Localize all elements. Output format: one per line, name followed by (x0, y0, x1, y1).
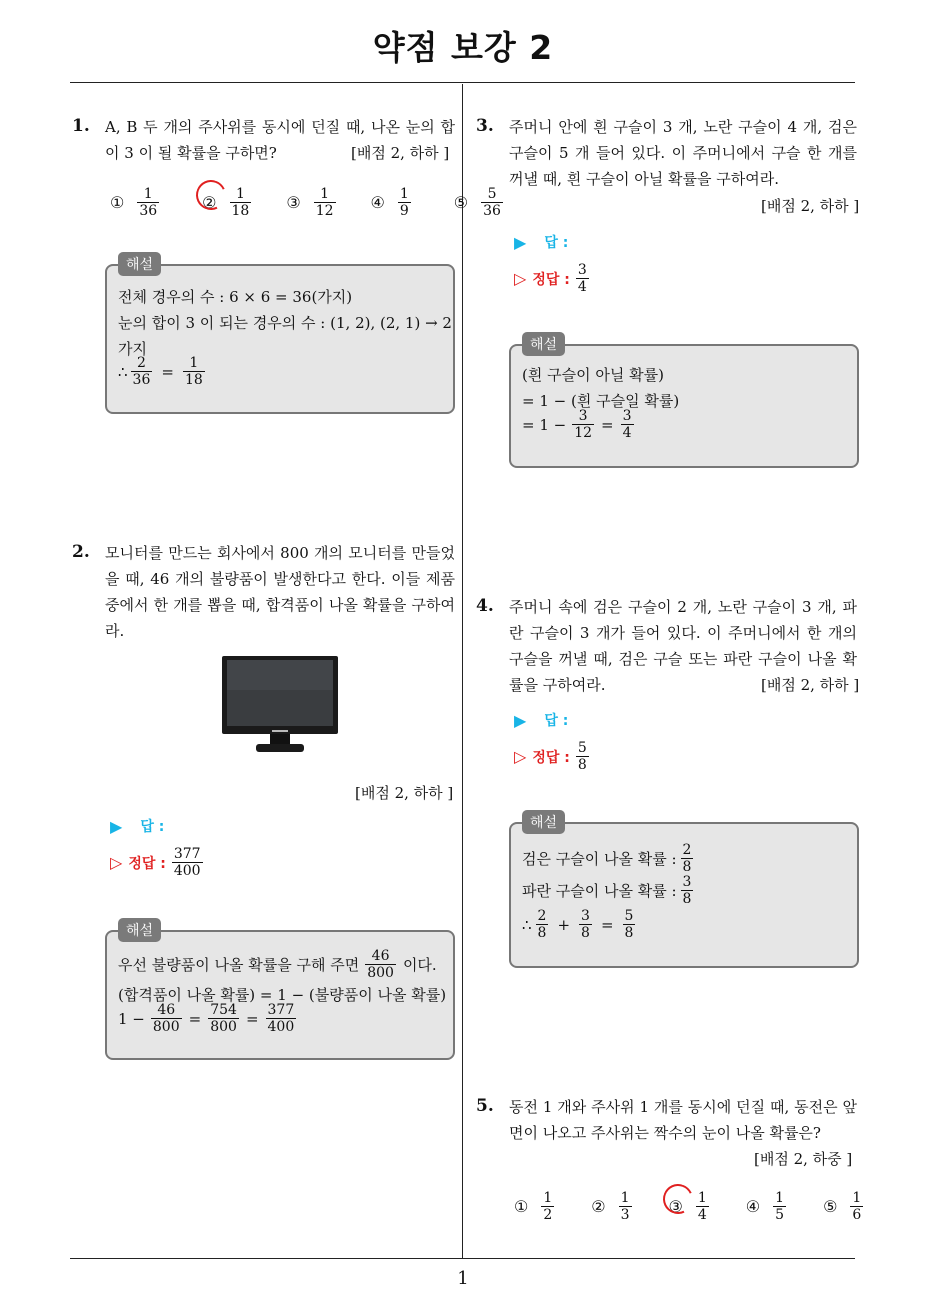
choice-1[interactable] (110, 186, 162, 219)
score-meta: [배점 2, 하하 ] (355, 784, 454, 802)
choice-list (514, 1190, 894, 1223)
answer-field[interactable] (514, 710, 568, 730)
choice-number: ⑤ (823, 1197, 838, 1216)
choice-number: ① (514, 1197, 529, 1216)
choice-5[interactable] (454, 186, 506, 219)
explanation-tag: 해설 (118, 918, 161, 942)
explanation-line: 1 − $\frac{46}{800}$ = $\frac{754}{800}$ = $\frac{377}{400}$ (118, 1002, 295, 1035)
outline-triangle-icon: ▷ (514, 747, 527, 766)
choice-3[interactable] (286, 186, 338, 219)
choice-number: ④ (370, 193, 385, 212)
score-meta: [배점 2, 하하 ] (351, 144, 450, 162)
choice-fraction: $\frac{1}{12}$ (315, 186, 334, 219)
explanation-line: 검은 구슬이 나올 확률 : $\frac{2}{8}$ (522, 842, 692, 875)
explanation-line: (합격품이 나올 확률) = 1 − (불량품이 나올 확률) (118, 986, 447, 1004)
explanation-line: ∴ $\frac{2}{8}$ + $\frac{3}{8}$ = $\frac{5}{8}$ (522, 908, 634, 941)
correct-answer (514, 740, 592, 773)
answer-label: 답 : (544, 713, 569, 729)
monitor-image (220, 654, 340, 758)
explanation-tag: 해설 (522, 332, 565, 356)
bottom-divider (70, 1258, 855, 1259)
question-number: 3. (476, 116, 494, 136)
correct-fraction: $\frac{5}{8}$ (577, 740, 587, 773)
explanation-line: 가지 (118, 340, 147, 358)
explanation-line: 우선 불량품이 나올 확률을 구해 주면 $\frac{46}{800}$ 이다. (118, 948, 437, 981)
question-number: 4. (476, 596, 494, 616)
play-icon: ▶ (110, 816, 123, 836)
page-number: 1 (457, 1268, 469, 1289)
play-icon: ▶ (514, 710, 527, 730)
correct-label: 정답 : (532, 749, 570, 766)
choice-fraction: $\frac{1}{4}$ (697, 1190, 707, 1223)
choice-number: ② (591, 1197, 606, 1216)
correct-fraction: $\frac{3}{4}$ (577, 262, 587, 295)
choice-fraction: $\frac{1}{5}$ (775, 1190, 785, 1223)
explanation-line: 전체 경우의 수 : 6 × 6 = 36(가지) (118, 288, 353, 306)
choice-fraction: $\frac{1}{36}$ (139, 186, 158, 219)
explanation-line: 눈의 합이 3 이 되는 경우의 수 : (1, 2), (2, 1) → 2 (118, 314, 452, 332)
column-divider (462, 84, 463, 1259)
question-text: 동전 1 개와 주사위 1 개를 동시에 던질 때, 동전은 앞면이 나오고 주사위는 짝수의 눈이 나올 확률은? (509, 1098, 857, 1142)
explanation-tag: 해설 (118, 252, 161, 276)
choice-4[interactable] (371, 186, 414, 219)
page-title: 약점 보강 2 (372, 28, 554, 67)
correct-fraction: $\frac{377}{400}$ (173, 846, 201, 879)
explanation-line: = 1 − (흰 구슬일 확률) (522, 392, 680, 410)
question-text: A, B 두 개의 주사위를 동시에 던질 때, 나온 눈의 합이 3 이 될 확률을 구하면? (105, 118, 455, 162)
choice-list (110, 186, 534, 219)
choice-fraction: $\frac{1}{6}$ (852, 1190, 862, 1223)
top-divider (70, 82, 855, 83)
choice-number: ② (202, 193, 217, 212)
choice-fraction: $\frac{1}{3}$ (620, 1190, 630, 1223)
choice-fraction: $\frac{1}{2}$ (543, 1190, 553, 1223)
explanation-tag: 해설 (522, 810, 565, 834)
choice-number: ③ (668, 1197, 683, 1216)
choice-number: ⑤ (453, 193, 469, 212)
question-number: 5. (476, 1096, 494, 1116)
choice-number: ① (110, 193, 125, 212)
play-icon: ▶ (514, 232, 527, 252)
selected-circle-mark (192, 176, 230, 214)
explanation-line: = 1 − $\frac{3}{12}$ = $\frac{3}{4}$ (522, 408, 632, 441)
answer-label: 답 : (544, 235, 569, 251)
score-meta: [배점 2, 하하 ] (761, 197, 860, 215)
answer-label: 답 : (140, 819, 165, 835)
choice-fraction: $\frac{5}{36}$ (483, 186, 501, 219)
explanation-line: ∴ $\frac{2}{36}$ = $\frac{1}{18}$ (118, 355, 203, 388)
correct-answer (110, 846, 206, 879)
question-number: 1. (72, 116, 90, 136)
choice-2[interactable] (591, 1190, 634, 1223)
choice-3[interactable] (669, 1190, 712, 1223)
question-number: 2. (72, 542, 90, 562)
outline-triangle-icon: ▷ (514, 269, 527, 288)
correct-label: 정답 : (128, 855, 166, 872)
answer-field[interactable] (514, 232, 568, 252)
question-text: 모니터를 만드는 회사에서 800 개의 모니터를 만들었을 때, 46 개의 불량품이 발생한다고 한다. 이들 제품 중에서 한 개를 뽑을 때, 합격품이 나올 확률을 구하여라. (105, 544, 455, 640)
selected-circle-mark (658, 1180, 696, 1218)
correct-label: 정답 : (532, 271, 570, 288)
choice-fraction: $\frac{1}{9}$ (399, 186, 409, 219)
explanation-line: 파란 구슬이 나올 확률 : $\frac{3}{8}$ (522, 874, 692, 907)
choice-2[interactable] (202, 186, 254, 219)
answer-field[interactable] (110, 816, 164, 836)
choice-fraction: $\frac{1}{18}$ (231, 186, 250, 219)
choice-number: ④ (745, 1197, 761, 1216)
choice-5[interactable] (823, 1190, 866, 1223)
question-text: 주머니 안에 흰 구슬이 3 개, 노란 구슬이 4 개, 검은 구슬이 5 개 들어 있다. 이 주머니에서 구슬 한 개를 꺼낼 때, 흰 구슬이 아닐 확률을 구하여라. (509, 118, 857, 188)
choice-number: ③ (286, 193, 301, 212)
explanation-line: (흰 구슬이 아닐 확률) (522, 366, 664, 384)
choice-1[interactable] (514, 1190, 557, 1223)
question-text: 주머니 속에 검은 구슬이 2 개, 노란 구슬이 3 개, 파란 구슬이 3 개가 들어 있다. 이 주머니에서 한 개의 구슬을 꺼낼 때, 검은 구슬 또는 파란 구슬이 나올 확률을 구하여라. (509, 598, 857, 694)
score-meta: [배점 2, 하중 ] (754, 1150, 853, 1168)
score-meta: [배점 2, 하하 ] (761, 676, 860, 694)
outline-triangle-icon: ▷ (110, 853, 123, 872)
choice-4[interactable] (746, 1190, 789, 1223)
correct-answer (514, 262, 592, 295)
